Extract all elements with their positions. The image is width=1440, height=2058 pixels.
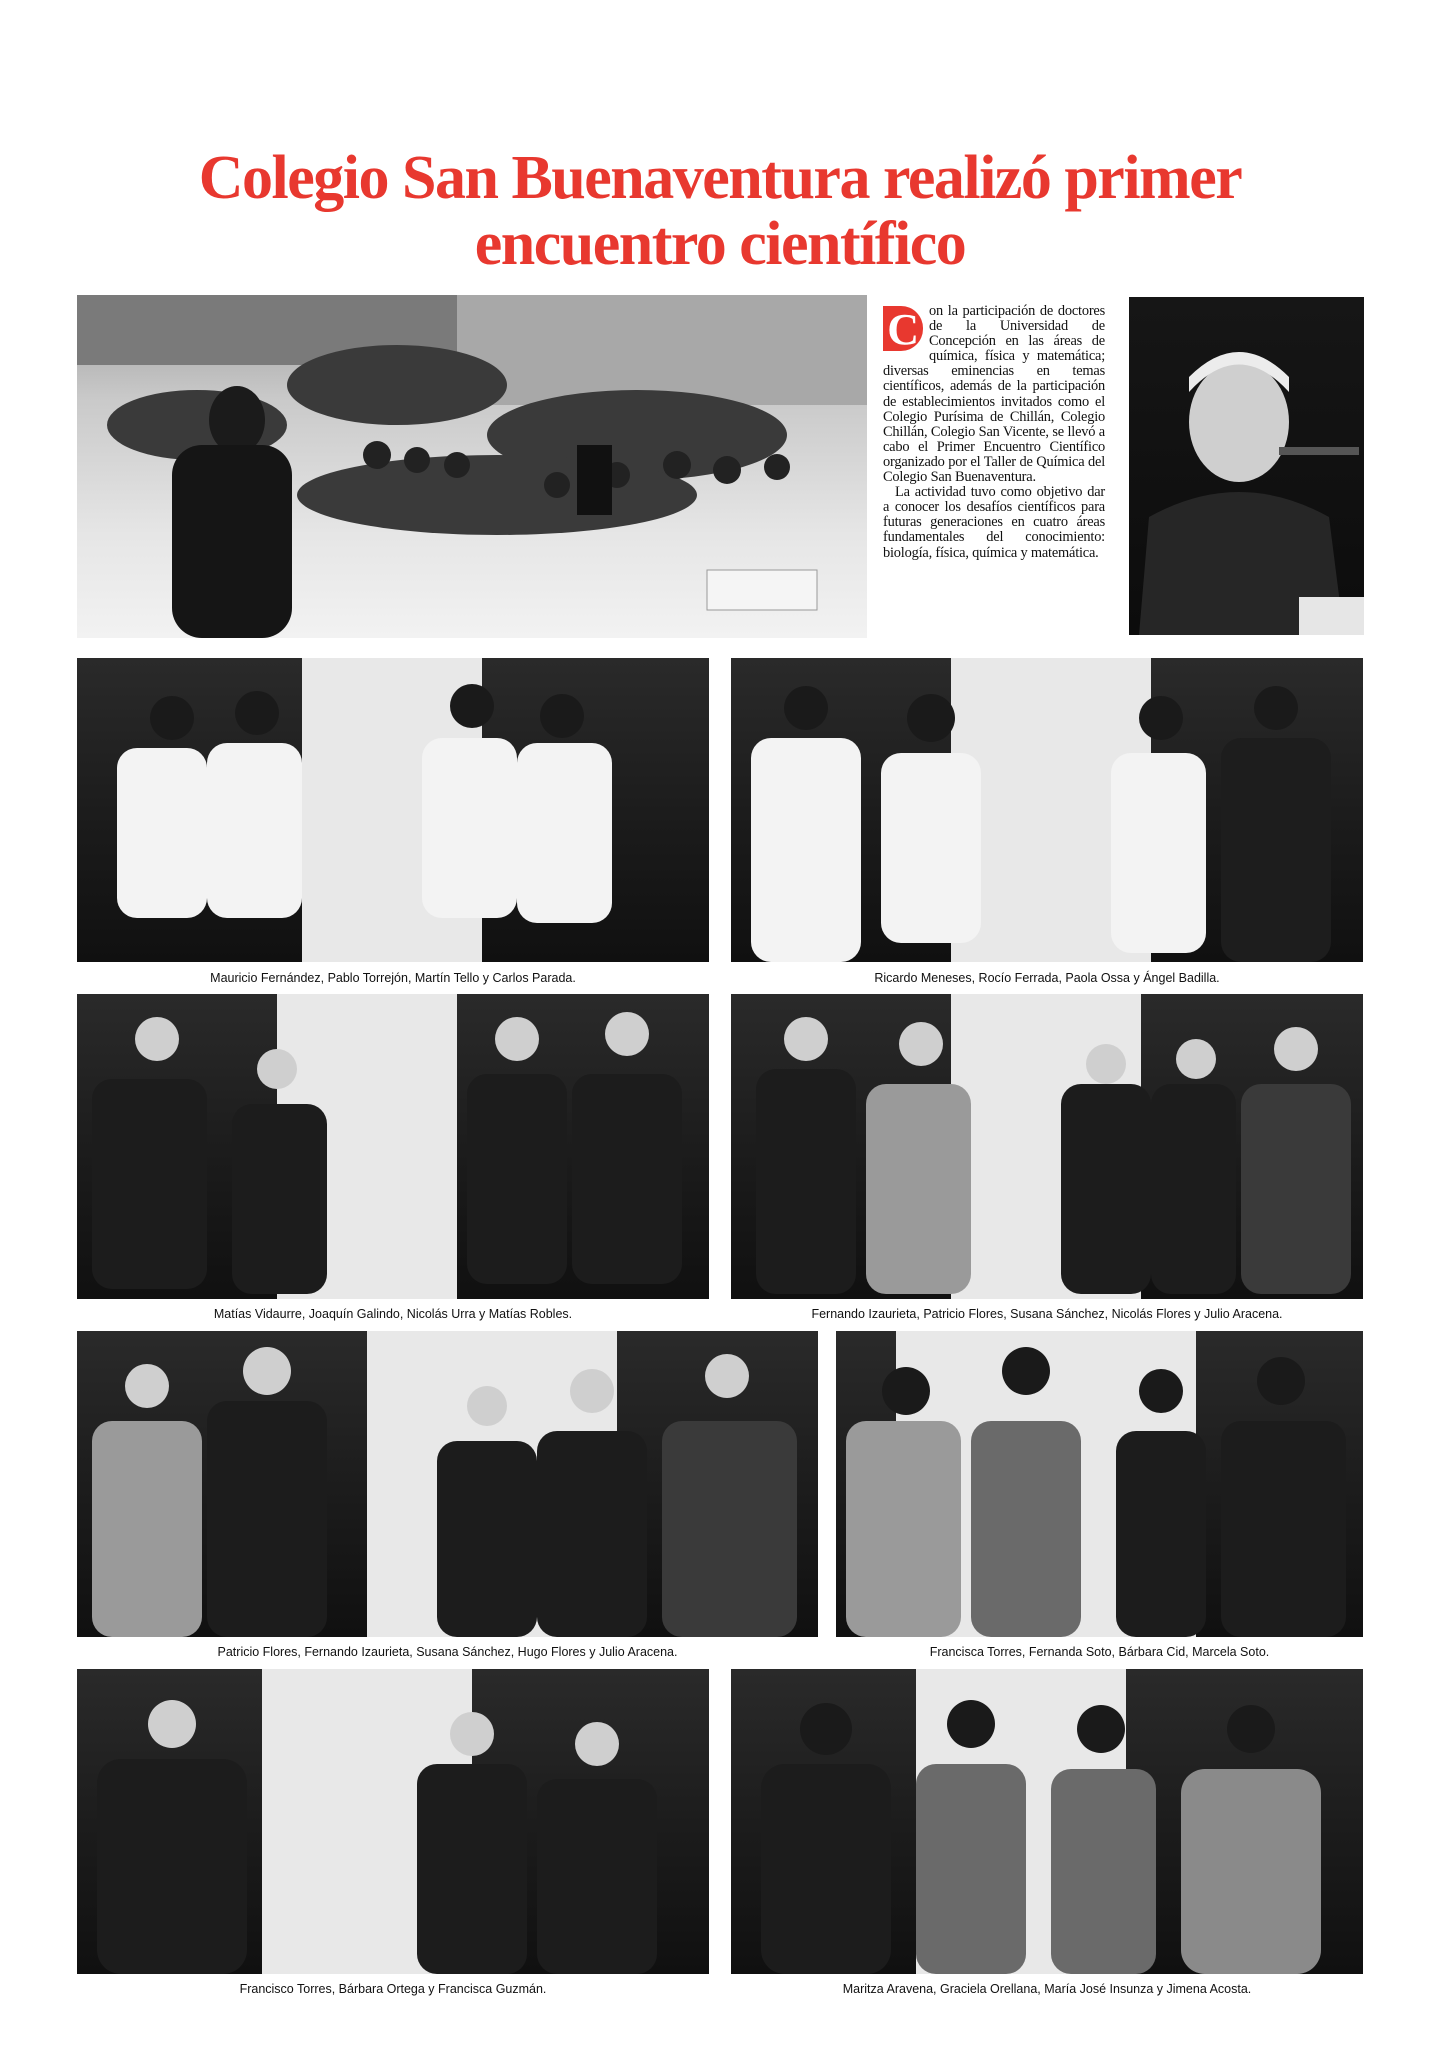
caption-2: Ricardo Meneses, Rocío Ferrada, Paola Ossa y Ángel Badilla.	[874, 971, 1220, 985]
caption-5: Patricio Flores, Fernando Izaurieta, Susana Sánchez, Hugo Flores y Julio Aracena.	[217, 1645, 678, 1659]
article-paragraph-1-text: on la participación de doctores de la Universidad de Concepción en las áreas de química, física y matemática; diversas eminencias en temas científicos, además de la participación de establecimientos invitados como el Colegio Purísima de Chillán, Colegio Chillán, Colegio San Vicente, se llevó a cabo el Primer Encuentro Científico organizado por el Taller de Química del Colegio San Buenaventura.	[883, 303, 1105, 486]
article-paragraph-1	[883, 304, 1105, 485]
group-photo-6	[836, 1331, 1363, 1637]
group-photo-2	[731, 658, 1363, 962]
headline-line-1: Colegio San Buenaventura realizó primer	[198, 144, 1242, 212]
headline-line-2: encuentro científico	[474, 210, 966, 278]
article-paragraph-2: La actividad tuvo como objetivo dar a conocer los desafíos científicos para futuras generaciones en cuatro áreas fundamentales del conocimiento: biología, física, química y matemática.	[883, 484, 1105, 561]
headline	[100, 145, 1340, 277]
caption-1: Mauricio Fernández, Pablo Torrejón, Martín Tello y Carlos Parada.	[210, 971, 576, 985]
lead-photo-audience	[77, 295, 867, 638]
speaker-photo	[1129, 297, 1364, 635]
group-photo-7	[77, 1669, 709, 1974]
caption-6: Francisca Torres, Fernanda Soto, Bárbara Cid, Marcela Soto.	[929, 1645, 1270, 1659]
group-photo-1	[77, 658, 709, 962]
caption-7: Francisco Torres, Bárbara Ortega y Francisca Guzmán.	[239, 1982, 547, 1996]
group-photo-3	[77, 994, 709, 1299]
dropcap: C	[883, 306, 923, 351]
caption-4: Fernando Izaurieta, Patricio Flores, Susana Sánchez, Nicolás Flores y Julio Aracena.	[811, 1307, 1283, 1321]
caption-3: Matías Vidaurre, Joaquín Galindo, Nicolás Urra y Matías Robles.	[213, 1307, 573, 1321]
article-body	[883, 304, 1105, 561]
group-photo-5	[77, 1331, 818, 1637]
group-photo-8	[731, 1669, 1363, 1974]
group-photo-4	[731, 994, 1363, 1299]
caption-8: Maritza Aravena, Graciela Orellana, María José Insunza y Jimena Acosta.	[842, 1982, 1252, 1996]
